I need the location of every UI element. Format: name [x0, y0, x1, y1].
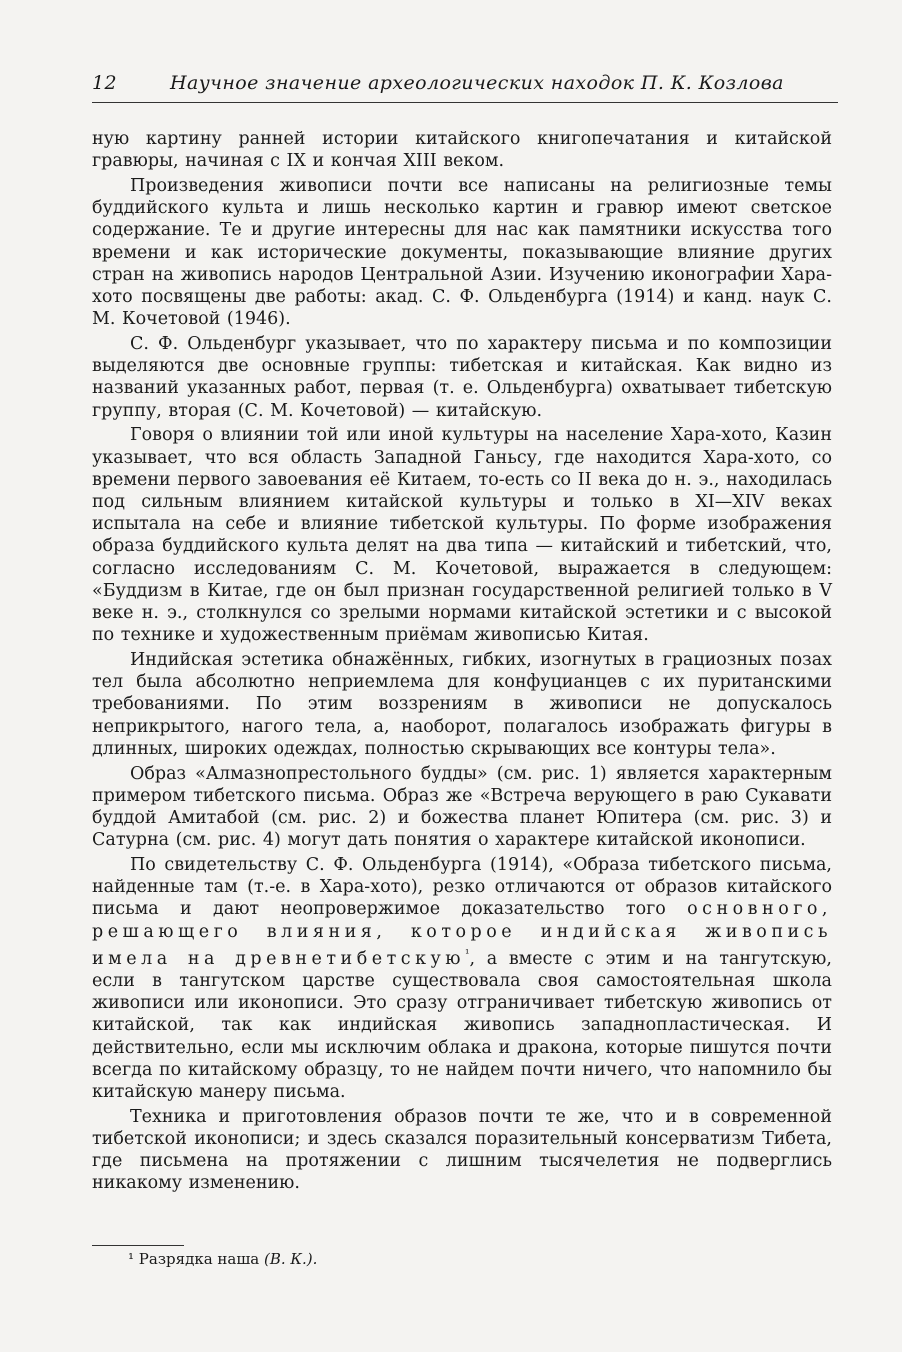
footnote	[128, 1250, 317, 1268]
paragraph	[92, 333, 832, 422]
paragraph-text: С. Ф. Ольденбург указывает, что по характеру письма и по композиции выделяются две основные группы: тибетская и китайская. Как видно из названий указанных работ, первая (т. е. Ольденбурга) охватывает тибетскую группу, вторая (С. М. Кочетовой) — китайскую.	[92, 334, 832, 421]
paragraph-text: ную картину ранней истории китайского книгопечатания и китайской гравюры, начиная с IX и кончая XIII веком.	[92, 129, 832, 172]
paragraph-text: По свидетельству С. Ф. Ольденбурга (1914), «Образа тибетского письма, найденные там (т.-е. в Хара-хото), резко отличаются от образов китайского письма и дают неопровержимое доказательство того	[92, 855, 832, 920]
paragraph-text: Образ «Алмазнопрестольного будды» (см. рис. 1) является характерным примером тибетского письма. Образ же «Встреча верующего в раю Сукавати буддой Амитабой (см. рис. 2) и божества планет Юпитера (см. рис. 3) и Сатурна (см. рис. 4) могут дать понятия о характере китайской иконописи.	[92, 763, 832, 851]
spaced-emphasis: основного, решающего влияния, которое индийская живопись имела на древнетибетскую	[92, 899, 832, 969]
paragraph	[92, 424, 832, 646]
paragraph-text: , а вместе с этим и на тангутскую, если в тангутском царстве существовала своя самостоятельная школа живописи или иконописи. Это сразу отграничивает тибетскую живопись от китайской, так как индийская живопись западнопластическая. И действительно, если мы исключим облака и дракона, которые пишутся почти всегда по китайскому образцу, то не найдем почти ничего, что напомнило бы китайскую манеру письма.	[92, 948, 832, 1102]
paragraph	[92, 128, 832, 172]
running-title: Научное значение археологических находок П. К. Козлова	[170, 72, 784, 94]
body-text	[92, 128, 832, 1197]
footnote-marker: ¹	[128, 1250, 135, 1268]
paragraph	[92, 175, 832, 330]
paragraph	[92, 1106, 832, 1195]
footnote-author: (В. К.).	[264, 1250, 318, 1268]
paragraph	[92, 763, 832, 852]
footnote-ref: ¹	[465, 946, 470, 960]
footnote-text: Разрядка наша	[138, 1250, 260, 1268]
paragraph-text: Говоря о влиянии той или иной культуры на население Хара-хото, Казин указывает, что вся область Западной Ганьсу, где находится Хара-хото, со времени первого завоевания её Китаем, то-есть со II века до н. э., находилась под сильным влиянием китайской культуры и только в XI—XIV веках испытала на себе и влияние тибетской культуры. По форме изображения образа буддийского культа делят на два типа — китайский и тибетский, что, согласно исследованиям С. М. Кочетовой, выражается в следующем: «Буддизм в Китае, где он был признан государственной религией только в V веке н. э., столкнулся со зрелыми нормами китайской эстетики и с высокой по технике и художественным приёмам живописью Китая.	[92, 425, 832, 646]
page-number: 12	[92, 72, 117, 94]
header-rule	[92, 102, 838, 103]
paragraph-text: Техника и приготовления образов почти те же, что и в современной тибетской иконописи; и здесь сказался поразительный консерватизм Тибета, где письмена на протяжении с лишним тысячелетия не подверглись никакому изменению.	[92, 1106, 832, 1194]
paragraph	[92, 649, 832, 760]
footnote-rule	[92, 1245, 184, 1246]
paragraph	[92, 854, 832, 1103]
running-header	[92, 72, 838, 94]
paragraph-text: Индийская эстетика обнажённых, гибких, изогнутых в грациозных позах тел была абсолютно неприемлема для конфуцианцев с их пуританскими требованиями. По этим воззрениям в живописи не допускалось неприкрытого, нагого тела, а, наоборот, полагалось изображать фигуры в длинных, широких одеждах, полностью скрывающих все контуры тела».	[92, 650, 832, 759]
paragraph-text: Произведения живописи почти все написаны на религиозные темы буддийского культа и лишь несколько картин и гравюр имеют светское содержание. Те и другие интересны для нас как памятники искусства того времени и как исторические документы, показывающие влияние других стран на живопись народов Центральной Азии. Изучению иконографии Хара-хото посвящены две работы: акад. С. Ф. Ольденбурга (1914) и канд. наук С. М. Кочетовой (1946).	[92, 176, 832, 330]
